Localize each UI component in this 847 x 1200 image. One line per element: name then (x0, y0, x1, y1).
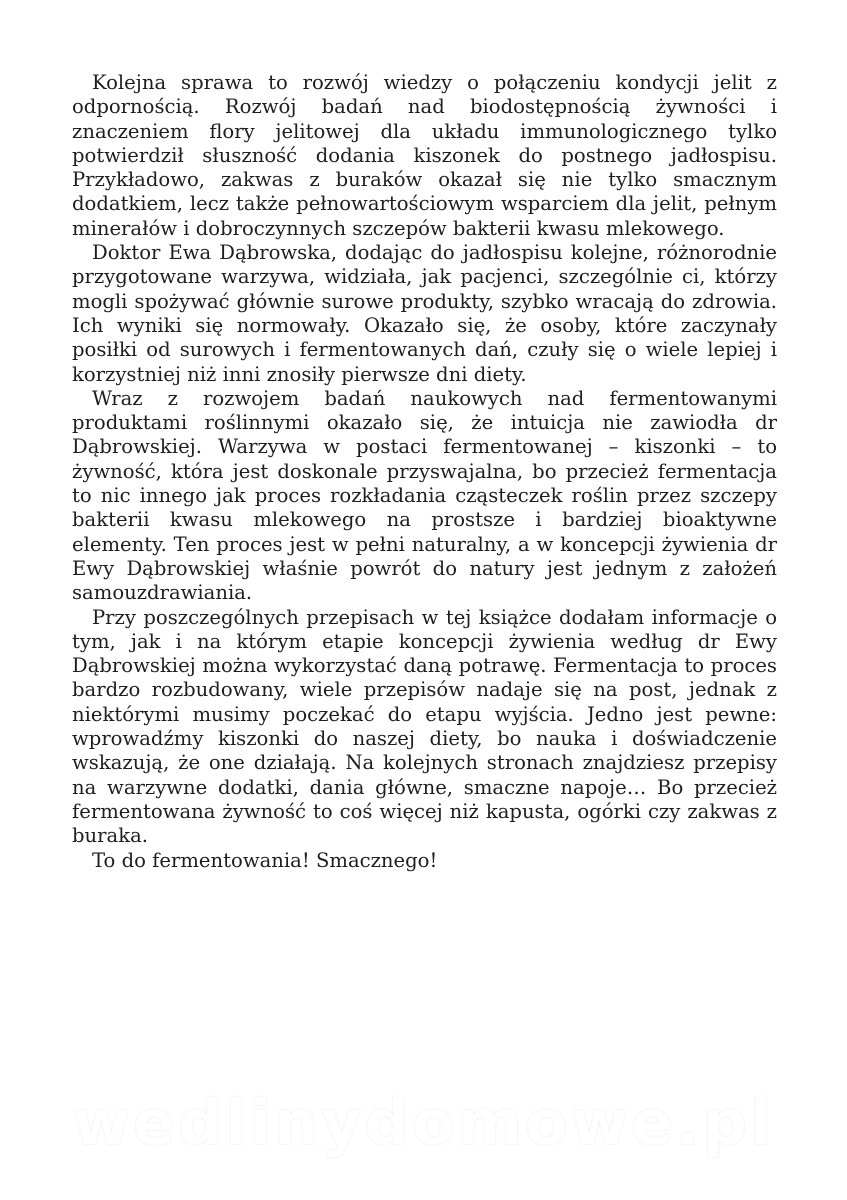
paragraph-1: Kolejna sprawa to rozwój wiedzy o połączeniu kondycji jelit z odpornością. Rozwój badań nad biodostępnością żywności i znaczeniem flory jelitowej dla układu immunologicznego tylko potwierdził słuszność dodania kiszonek do postnego jadłospisu. Przykładowo, zakwas z buraków okazał się nie tylko smacznym dodatkiem, lecz także pełnowartościowym wsparciem dla jelit, pełnym minerałów i dobroczynnych szczepów bakterii kwasu mlekowego. (72, 71, 777, 240)
paragraph-5: To do fermentowania! Smacznego! (92, 848, 438, 872)
paragraph-3: Wraz z rozwojem badań naukowych nad fermentowanymi produktami roślinnymi okazało się, że intuicja nie zawiodła dr Dąbrowskiej. Warzywa w postaci fermentowanej – kiszonki – to żywność, która jest doskonale przyswajalna, bo przecież fermentacja to nic innego jak proces rozkładania cząsteczek roślin przez szczepy bakterii kwasu mlekowego na prostsze i bardziej bioaktywne elementy. Ten proces jest w pełni naturalny, a w koncepcji żywienia dr Ewy Dąbrowskiej właśnie powrót do natury jest jednym z założeń samouzdrawiania. (72, 386, 777, 605)
body-text (72, 71, 777, 873)
watermark: wedlinydomowe.pl (72, 1086, 775, 1159)
paragraph-4: Przy poszczególnych przepisach w tej książce dodałam informacje o tym, jak i na którym etapie koncepcji żywienia według dr Ewy Dąbrowskiej można wykorzystać daną potrawę. Fermentacja to proces bardzo rozbudowany, wiele przepisów nadaje się na post, jednak z niektórymi musimy poczekać do etapu wyjścia. Jedno jest pewne: wprowadźmy kiszonki do naszej diety, bo nauka i doświadczenie wskazują, że one działają. Na kolejnych stronach znajdziesz przepisy na warzywne dodatki, dania główne, smaczne napoje… Bo przecież fermentowana żywność to coś więcej niż kapusta, ogórki czy zakwas z buraka. (72, 605, 777, 848)
paragraph-2: Doktor Ewa Dąbrowska, dodając do jadłospisu kolejne, różnorodnie przygotowane warzywa, widziała, jak pacjenci, szczególnie ci, którzy mogli spożywać głównie surowe produkty, szybko wracają do zdrowia. Ich wyniki się normowały. Okazało się, że osoby, które zaczynały posiłki od surowych i fermentowanych dań, czuły się o wiele lepiej i korzystniej niż inni znosiły pierwsze dni diety. (72, 241, 777, 386)
